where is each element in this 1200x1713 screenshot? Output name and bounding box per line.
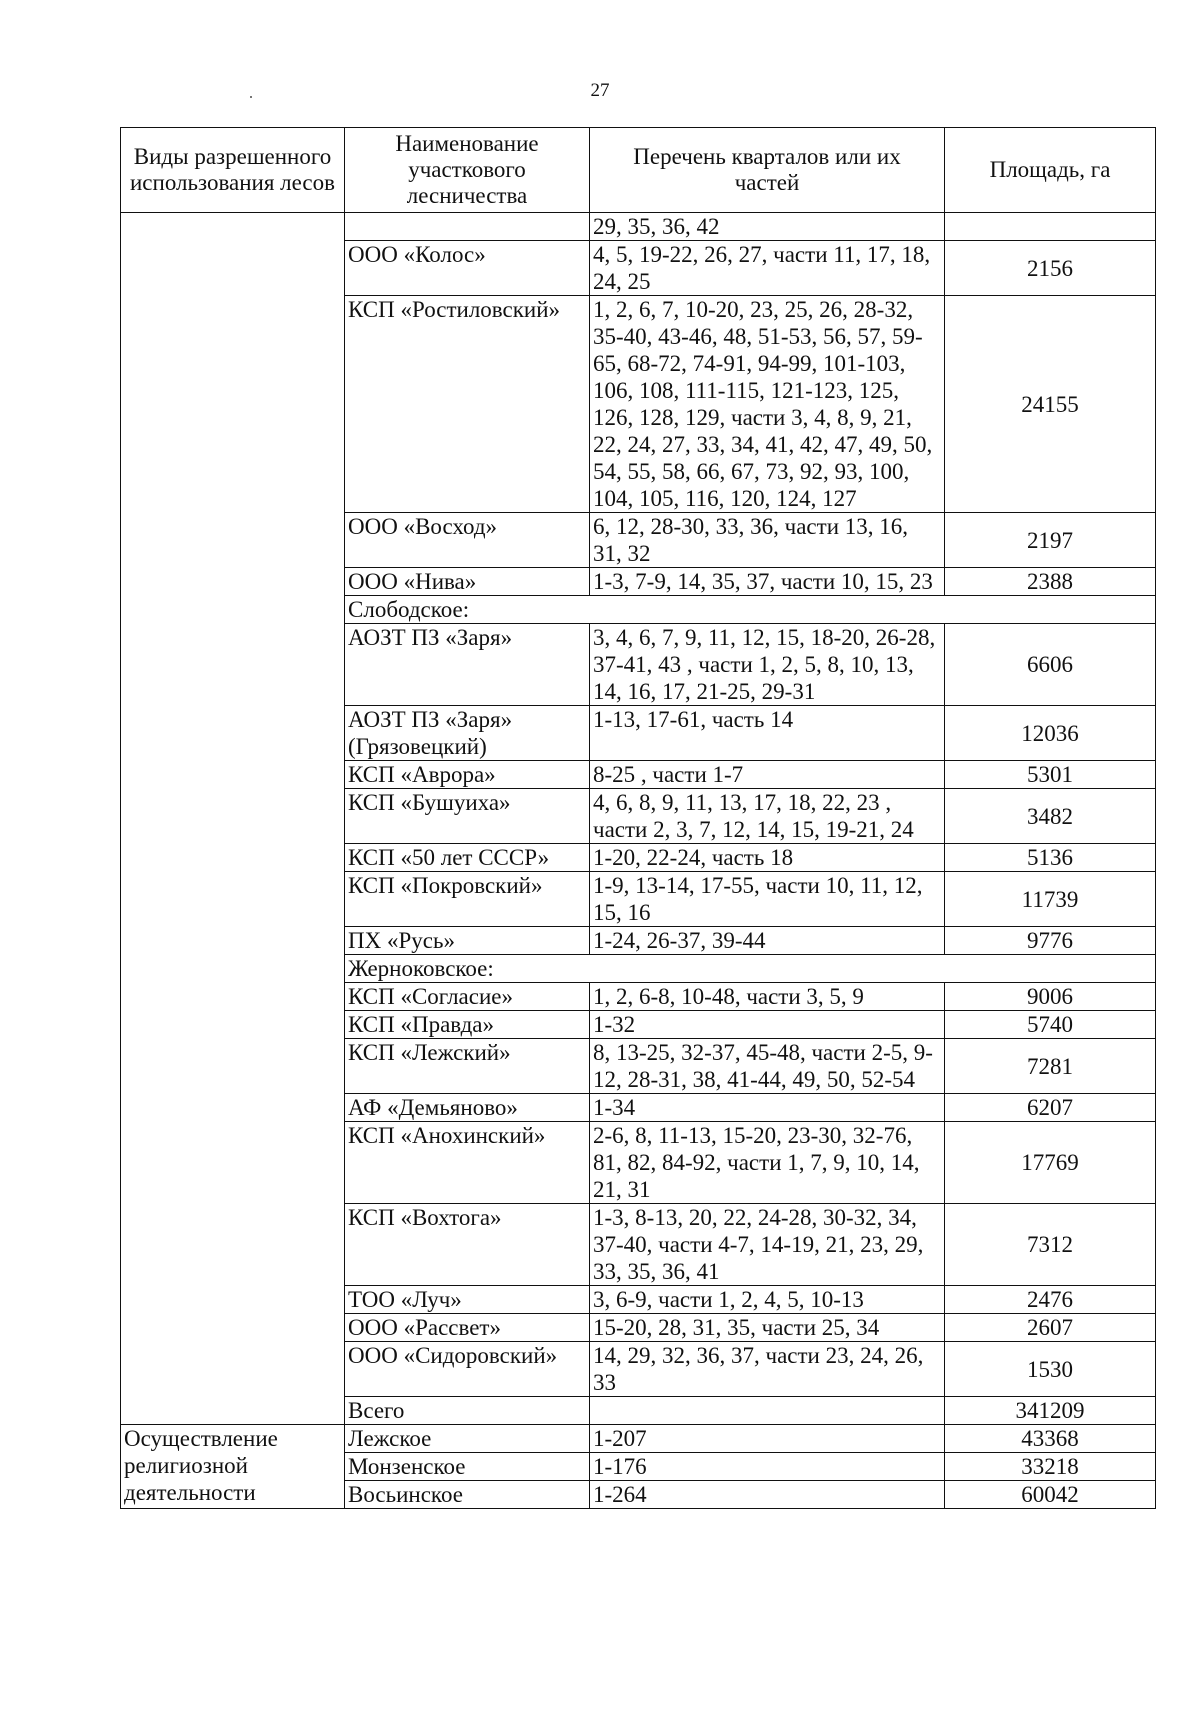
- table-row: [121, 213, 1156, 241]
- quarters-cell: 1, 2, 6, 7, 10-20, 23, 25, 26, 28-32, 35-40, 43-46, 48, 51-53, 56, 57, 59-65, 68-72, 74-91, 94-99, 101-103, 106, 108, 111-115, 121-123, 125, 126, 128, 129, части 3, 4, 8, 9, 21, 22, 24, 27, 33, 34, 41, 42, 47, 49, 50, 54, 55, 58, 66, 67, 73, 92, 93, 100, 104, 105, 116, 120, 124, 127: [590, 296, 945, 513]
- quarters-cell: 2-6, 8, 11-13, 15-20, 23-30, 32-76, 81, 82, 84-92, части 1, 7, 9, 10, 14, 21, 31: [590, 1122, 945, 1204]
- header-forestry-line: Наименование: [395, 131, 539, 156]
- quarters-cell: 8, 13-25, 32-37, 45-48, части 2-5, 9-12, 28-31, 38, 41-44, 49, 50, 52-54: [590, 1039, 945, 1094]
- forestry-name-cell: ООО «Восход»: [345, 513, 590, 568]
- quarters-cell: 29, 35, 36, 42: [590, 213, 945, 241]
- quarters-cell: 1-34: [590, 1094, 945, 1122]
- quarters-cell: 15-20, 28, 31, 35, части 25, 34: [590, 1314, 945, 1342]
- forestry-name-cell: АОЗТ ПЗ «Заря» (Грязовецкий): [345, 706, 590, 761]
- header-forestry-line: участкового: [408, 157, 526, 182]
- quarters-cell: 1-3, 8-13, 20, 22, 24-28, 30-32, 34, 37-40, части 4-7, 14-19, 21, 23, 29, 33, 35, 36, 41: [590, 1204, 945, 1286]
- forestry-name-cell: КСП «50 лет СССР»: [345, 844, 590, 872]
- quarters-cell: 1, 2, 6-8, 10-48, части 3, 5, 9: [590, 983, 945, 1011]
- religious-use-type-cell: Осуществление религиозной деятельности: [121, 1425, 345, 1509]
- table-body: [121, 213, 1156, 1509]
- quarters-cell: 1-32: [590, 1011, 945, 1039]
- forestry-name-cell: КСП «Анохинский»: [345, 1122, 590, 1204]
- table-header-row: [121, 128, 1156, 213]
- area-cell: 2197: [945, 513, 1156, 568]
- quarters-cell: 1-3, 7-9, 14, 35, 37, части 10, 15, 23: [590, 568, 945, 596]
- section-title: Жерноковское:: [345, 955, 1156, 983]
- area-cell: 341209: [945, 1397, 1156, 1425]
- quarters-cell: 1-9, 13-14, 17-55, части 10, 11, 12, 15, 16: [590, 872, 945, 927]
- forestry-name-cell: [345, 213, 590, 241]
- quarters-cell: 8-25 , части 1-7: [590, 761, 945, 789]
- quarters-cell: 14, 29, 32, 36, 37, части 23, 24, 26, 33: [590, 1342, 945, 1397]
- header-use-type: [121, 128, 345, 213]
- area-cell: 2607: [945, 1314, 1156, 1342]
- header-quarters-list: [590, 128, 945, 213]
- area-cell: 43368: [945, 1425, 1156, 1453]
- scan-dot: [250, 96, 252, 98]
- area-cell: 24155: [945, 296, 1156, 513]
- area-cell: 9006: [945, 983, 1156, 1011]
- forestry-name-cell: КСП «Согласие»: [345, 983, 590, 1011]
- forestry-name-cell: КСП «Аврора»: [345, 761, 590, 789]
- forestry-name-cell: КСП «Ростиловский»: [345, 296, 590, 513]
- forestry-name-cell: ООО «Сидоровский»: [345, 1342, 590, 1397]
- header-forestry-line: лесничества: [406, 183, 528, 208]
- forestry-name-cell: КСП «Лежский»: [345, 1039, 590, 1094]
- area-cell: 11739: [945, 872, 1156, 927]
- forestry-name-cell: ПХ «Русь»: [345, 927, 590, 955]
- area-cell: 7281: [945, 1039, 1156, 1094]
- forestry-name-cell: Восьинское: [345, 1481, 590, 1509]
- area-cell: 33218: [945, 1453, 1156, 1481]
- quarters-cell: 1-13, 17-61, часть 14: [590, 706, 945, 761]
- header-forestry-name: [345, 128, 590, 213]
- quarters-cell: 1-176: [590, 1453, 945, 1481]
- area-cell: 3482: [945, 789, 1156, 844]
- area-cell: [945, 213, 1156, 241]
- quarters-cell: 1-207: [590, 1425, 945, 1453]
- use-type-cell: [121, 213, 345, 1425]
- header-quarters-line: частей: [734, 170, 800, 195]
- quarters-cell: [590, 1397, 945, 1425]
- quarters-cell: 1-264: [590, 1481, 945, 1509]
- area-cell: 5301: [945, 761, 1156, 789]
- forestry-name-cell: КСП «Правда»: [345, 1011, 590, 1039]
- area-cell: 2156: [945, 241, 1156, 296]
- area-cell: 12036: [945, 706, 1156, 761]
- area-cell: 5136: [945, 844, 1156, 872]
- quarters-cell: 3, 4, 6, 7, 9, 11, 12, 15, 18-20, 26-28, 37-41, 43 , части 1, 2, 5, 8, 10, 13, 14, 16, 17, 21-25, 29-31: [590, 624, 945, 706]
- area-cell: 6207: [945, 1094, 1156, 1122]
- header-area: Площадь, га: [945, 128, 1156, 213]
- area-cell: 1530: [945, 1342, 1156, 1397]
- area-cell: 17769: [945, 1122, 1156, 1204]
- quarters-cell: 4, 6, 8, 9, 11, 13, 17, 18, 22, 23 , части 2, 3, 7, 12, 14, 15, 19-21, 24: [590, 789, 945, 844]
- forestry-name-cell: АОЗТ ПЗ «Заря»: [345, 624, 590, 706]
- forest-use-table: [120, 127, 1156, 1509]
- area-cell: 2388: [945, 568, 1156, 596]
- area-cell: 2476: [945, 1286, 1156, 1314]
- forestry-name-cell: Монзенское: [345, 1453, 590, 1481]
- header-quarters-line: Перечень кварталов или их: [633, 144, 901, 169]
- header-use-type-line: использования лесов: [130, 170, 335, 195]
- forestry-name-cell: ООО «Колос»: [345, 241, 590, 296]
- forestry-name-cell: АФ «Демьяново»: [345, 1094, 590, 1122]
- area-cell: 9776: [945, 927, 1156, 955]
- quarters-cell: 1-20, 22-24, часть 18: [590, 844, 945, 872]
- area-cell: 6606: [945, 624, 1156, 706]
- area-cell: 7312: [945, 1204, 1156, 1286]
- header-use-type-line: Виды разрешенного: [133, 144, 332, 169]
- forestry-name-cell: ТОО «Луч»: [345, 1286, 590, 1314]
- forestry-name-cell: КСП «Вохтога»: [345, 1204, 590, 1286]
- page-number: 27: [590, 80, 610, 101]
- area-cell: 60042: [945, 1481, 1156, 1509]
- forestry-name-cell: ООО «Рассвет»: [345, 1314, 590, 1342]
- forestry-name-cell: КСП «Покровский»: [345, 872, 590, 927]
- forestry-name-cell: ООО «Нива»: [345, 568, 590, 596]
- forestry-name-cell: Лежское: [345, 1425, 590, 1453]
- forestry-name-cell: КСП «Бушуиха»: [345, 789, 590, 844]
- quarters-cell: 6, 12, 28-30, 33, 36, части 13, 16, 31, 32: [590, 513, 945, 568]
- section-title: Слободское:: [345, 596, 1156, 624]
- forestry-name-cell: Всего: [345, 1397, 590, 1425]
- quarters-cell: 3, 6-9, части 1, 2, 4, 5, 10-13: [590, 1286, 945, 1314]
- religious-row: [121, 1425, 1156, 1453]
- area-cell: 5740: [945, 1011, 1156, 1039]
- quarters-cell: 1-24, 26-37, 39-44: [590, 927, 945, 955]
- quarters-cell: 4, 5, 19-22, 26, 27, части 11, 17, 18, 24, 25: [590, 241, 945, 296]
